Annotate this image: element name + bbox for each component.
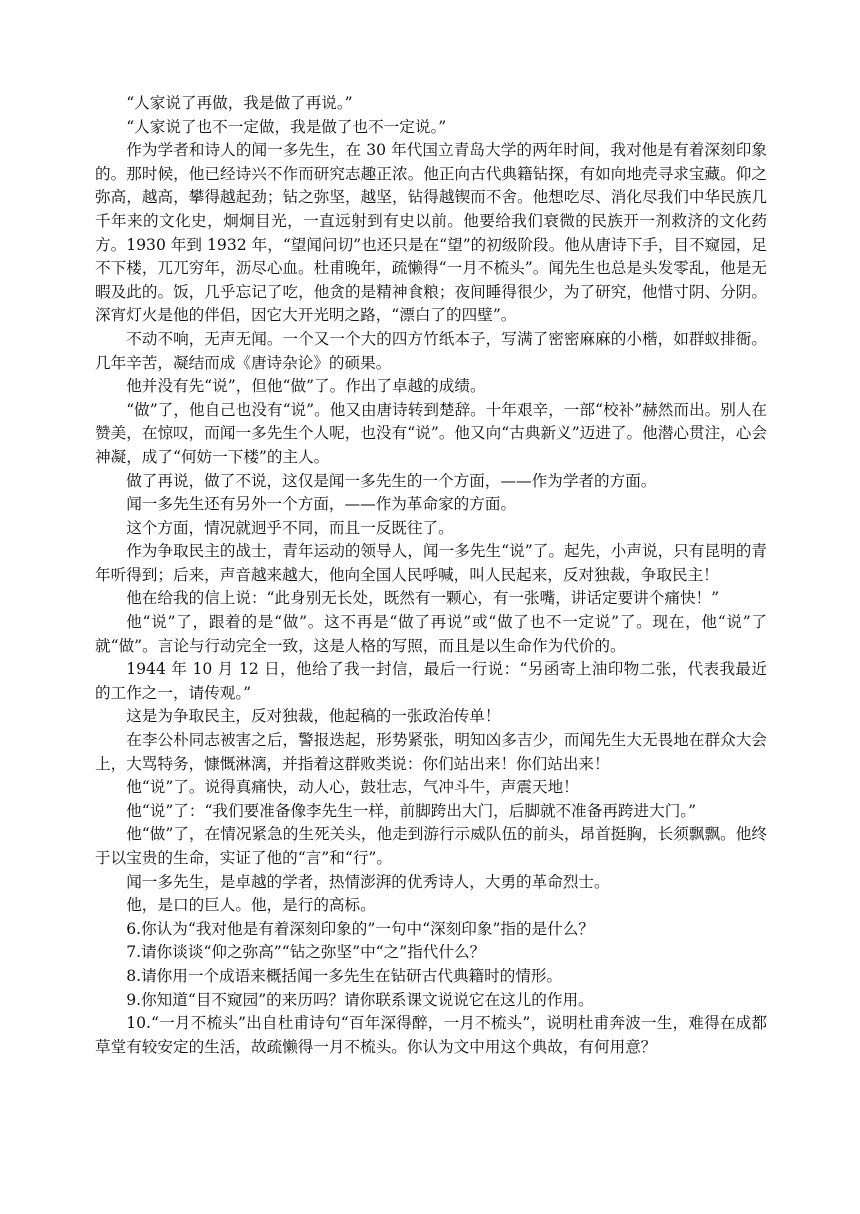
paragraph-2: “人家说了也不一定做，我是做了也不一定说。” [126, 117, 447, 136]
question-7: 7.请你谈谈“仰之弥高”“钻之弥坚”中“之”指代什么？ [126, 943, 486, 962]
paragraph-6: “做”了，他自己也没有“说”。他又由唐诗转到楚辞。十年艰辛，一部“校补”赫然而出。别人在赞美，在惊叹，而闻一多先生个人呢，也没有“说”。他又向“古典新义”迈进了。他潜心贯注，心会神凝，成了“何妨一下楼”的主人。 [95, 400, 767, 466]
paragraph-8: 闻一多先生还有另外一个方面，——作为革命家的方面。 [126, 495, 517, 514]
question-6: 6.你认为“我对他是有着深刻印象的”一句中“深刻印象”指的是什么？ [126, 919, 594, 938]
paragraph-15: 在李公朴同志被害之后，警报迭起，形势紧张，明知凶多吉少，而闻先生大无畏地在群众大会上，大骂特务，慷慨淋漓，并指着这群败类说：你们站出来！你们站出来！ [95, 731, 767, 773]
paragraph-14: 这是为争取民主，反对独裁，他起稿的一张政治传单！ [126, 707, 501, 726]
paragraph-11: 他在给我的信上说：“此身别无长处，既然有一颗心，有一张嘴，讲话定要讲个痛快！” [126, 589, 720, 608]
paragraph-5: 他并没有先“说”，但他“做”了。作出了卓越的成绩。 [126, 377, 486, 396]
paragraph-17: 他“说”了：“我们要准备像李先生一样，前脚跨出大门，后脚就不准备再跨进大门。” [126, 801, 697, 820]
paragraph-12: 他“说”了，跟着的是“做”。这不再是“做了再说”或“做了也不一定说”了。现在，他“说”了就“做”。言论与行动完全一致，这是人格的写照，而且是以生命作为代价的。 [95, 613, 767, 655]
paragraph-4: 不动不响，无声无闻。一个又一个大的四方竹纸本子，写满了密密麻麻的小楷，如群蚁排衙。几年辛苦，凝结而成《唐诗杂论》的硕果。 [95, 329, 767, 372]
paragraph-10: 作为争取民主的战士，青年运动的领导人，闻一多先生“说”了。起先，小声说，只有昆明的青年听得到；后来，声音越来越大，他向全国人民呼喊，叫人民起来，反对独裁，争取民主！ [95, 542, 767, 584]
paragraph-20: 他，是口的巨人。他，是行的高标。 [126, 896, 376, 915]
question-9: 9.你知道“目不窥园”的来历吗？请你联系课文说说它在这儿的作用。 [126, 990, 594, 1009]
question-10: 10.“一月不梳头”出自杜甫诗句“百年深得醉，一月不梳头”，说明杜甫奔波一生，难得在成都草堂有较安定的生活，故疏懒得一月不梳头。你认为文中用这个典故，有何用意？ [95, 1014, 767, 1056]
paragraph-7: 做了再说，做了不说，这仅是闻一多先生的一个方面，——作为学者的方面。 [126, 471, 657, 490]
article-body [95, 92, 767, 1059]
paragraph-18: 他“做”了，在情况紧急的生死关头，他走到游行示威队伍的前头，昂首挺胸，长须飘飘。他终于以宝贵的生命，实证了他的“言”和“行”。 [95, 825, 767, 867]
paragraph-3: 作为学者和诗人的闻一多先生，在 30 年代国立青岛大学的两年时间，我对他是有着深刻印象的。那时候，他已经诗兴不作而研究志趣正浓。他正向古代典籍钻探，有如向地壳寻求宝藏。仰之弥高，越高，攀得越起劲；钻之弥坚，越坚，钻得越锲而不舍。他想吃尽、消化尽我们中华民族几千年来的文化史，炯炯目光，一直远射到有史以前。他要给我们衰微的民族开一剂救济的文化药方。1930 年到 1932 年，“望闻问切”也还只是在“望”的初级阶段。他从唐诗下手，目不窥园，足不下楼，兀兀穷年，沥尽心血。杜甫晚年，疏懒得“一月不梳头”。闻先生也总是头发零乱，他是无暇及此的。饭，几乎忘记了吃，他贪的是精神食粮；夜间睡得很少，为了研究，他惜寸阴、分阴。深宵灯火是他的伴侣，因它大开光明之路，“漂白了的四壁”。 [95, 141, 767, 325]
question-8: 8.请你用一个成语来概括闻一多先生在钻研古代典籍时的情形。 [126, 966, 563, 985]
paragraph-1: “人家说了再做，我是做了再说。” [126, 94, 353, 112]
paragraph-16: 他“说”了。说得真痛快，动人心，鼓壮志，气冲斗牛，声震天地！ [126, 778, 579, 797]
paragraph-13: 1944 年 10 月 12 日，他给了我一封信，最后一行说：“另函寄上油印物二张，代表我最近的工作之一，请传观。” [95, 660, 767, 702]
paragraph-9: 这个方面，情况就迥乎不同，而且一反既往了。 [126, 518, 454, 537]
paragraph-19: 闻一多先生，是卓越的学者，热情澎湃的优秀诗人，大勇的革命烈士。 [126, 872, 610, 891]
